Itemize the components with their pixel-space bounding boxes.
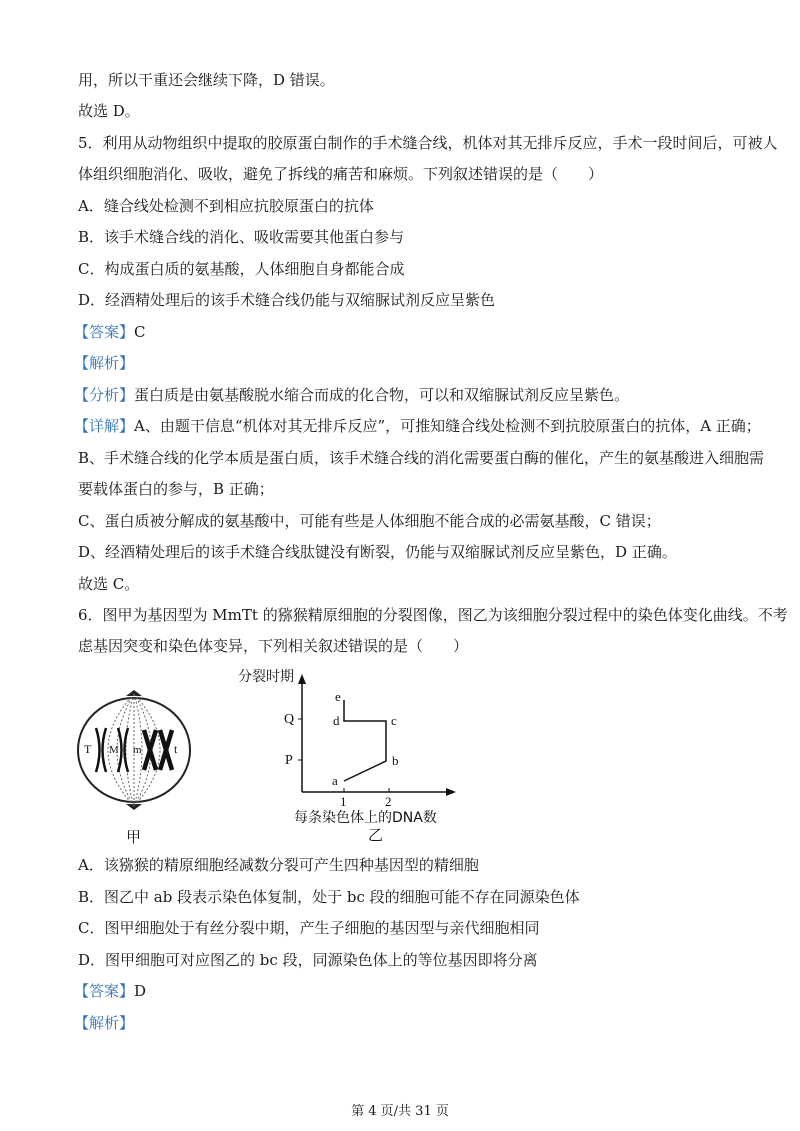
chromosome-curve-figure [236, 664, 466, 844]
text-line: B、手术缝合线的化学本质是蛋白质，该手术缝合线的消化需要蛋白酶的催化，产生的氨基酸进入细胞需 [78, 449, 765, 467]
option-a: A．该猕猴的精原细胞经减数分裂可产生四种基因型的精细胞 [78, 856, 479, 874]
text-line: C、蛋白质被分解成的氨基酸中，可能有些是人体细胞不能合成的必需氨基酸，C 错误； [78, 512, 661, 530]
analysis-tag: 【解析】 [74, 354, 135, 372]
detail-line [74, 416, 761, 436]
text-line: 故选 C。 [78, 575, 140, 593]
chromosome-curve [344, 700, 386, 781]
option-c: C．构成蛋白质的氨基酸，人体细胞自身都能合成 [78, 260, 405, 278]
option-a: A．缝合线处检测不到相应抗胶原蛋白的抗体 [78, 197, 374, 215]
option-c: C．图甲细胞处于有丝分裂中期，产生子细胞的基因型与亲代细胞相同 [78, 919, 540, 937]
fenxi-text: 蛋白质是由氨基酸脱水缩合而成的化合物，可以和双缩脲试剂反应呈紫色。 [134, 386, 630, 404]
x-axis-label: 每条染色体上的DNA数 [294, 810, 437, 826]
option-d: D．经酒精处理后的该手术缝合线仍能与双缩脲试剂反应呈紫色 [78, 291, 496, 309]
option-b: B．图乙中 ab 段表示染色体复制，处于 bc 段的细胞可能不存在同源染色体 [78, 888, 580, 906]
xiangjie-text: A、由题干信息“机体对其无排斥反应”，可推知缝合线处检测不到抗胶原蛋白的抗体，A 正确； [134, 417, 761, 435]
figure-yi-caption: 乙 [368, 826, 384, 844]
point-c: c [391, 713, 397, 728]
option-d: D．图甲细胞可对应图乙的 bc 段，同源染色体上的等位基因即将分离 [78, 951, 538, 969]
question-6-stem: 6．图甲为基因型为 MmTt 的猕猴精原细胞的分裂图像，图乙为该细胞分裂过程中的染色体变化曲线。不考 [78, 606, 788, 624]
point-e: e [335, 689, 341, 704]
point-d: d [333, 713, 340, 728]
y-axis-label: 分裂时期 [238, 669, 294, 685]
option-b: B．该手术缝合线的消化、吸收需要其他蛋白参与 [78, 228, 405, 246]
question-6-stem: 虑基因突变和染色体变异，下列相关叙述错误的是（ ） [78, 637, 469, 655]
y-tick-Q: Q [284, 712, 295, 727]
analysis-line [74, 385, 629, 405]
answer-tag: 【答案】 [74, 982, 135, 1000]
y-tick-P: P [285, 753, 293, 768]
figure-jia-caption: 甲 [126, 828, 142, 846]
text-line: 要载体蛋白的参与，B 正确； [78, 480, 274, 498]
point-b: b [392, 753, 399, 768]
answer-line [74, 981, 146, 1001]
cell-division-figure [76, 680, 196, 850]
xiangjie-tag: 【详解】 [74, 417, 135, 435]
x-tick-1: 1 [340, 794, 347, 809]
analysis-tag: 【解析】 [74, 1014, 135, 1032]
gene-label-M: M [109, 744, 119, 756]
x-tick-2: 2 [385, 794, 392, 809]
gene-label-m: m [133, 744, 142, 756]
page-footer: 第 4 页/共 31 页 [351, 1104, 449, 1119]
answer-tag: 【答案】 [74, 323, 135, 341]
answer-value: C [134, 323, 146, 341]
text-line: 故选 D。 [78, 102, 140, 120]
text-line: D、经酒精处理后的该手术缝合线肽键没有断裂，仍能与双缩脲试剂反应呈紫色，D 正确。 [78, 543, 677, 561]
question-5-stem: 5．利用从动物组织中提取的胶原蛋白制作的手术缝合线，机体对其无排斥反应，手术一段时间后，可被人 [78, 134, 778, 152]
gene-label-T: T [84, 742, 92, 756]
point-a: a [332, 773, 338, 788]
fenxi-tag: 【分析】 [74, 386, 135, 404]
text-line: 用，所以干重还会继续下降，D 错误。 [78, 71, 335, 89]
answer-line [74, 322, 146, 342]
answer-value: D [134, 982, 147, 1000]
question-5-stem: 体组织细胞消化、吸收，避免了拆线的痛苦和麻烦。下列叙述错误的是（ ） [78, 165, 604, 183]
gene-label-t: t [174, 742, 178, 756]
